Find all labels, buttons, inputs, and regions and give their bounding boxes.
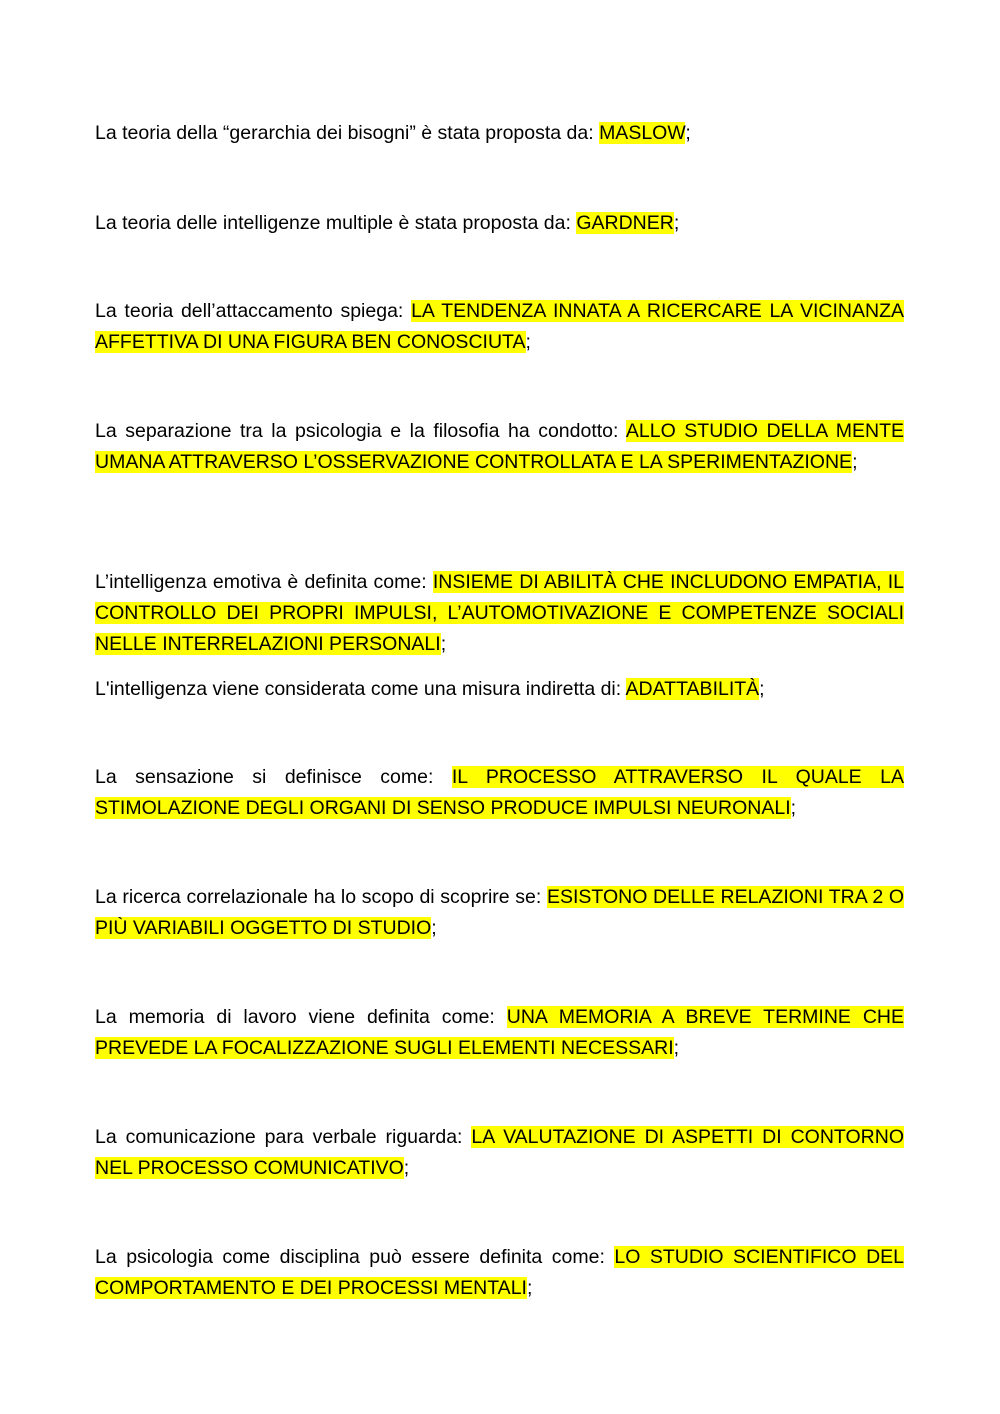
question-text: La psicologia come disciplina può essere definita come: (95, 1246, 615, 1268)
terminator: ; (431, 917, 437, 939)
qa-item-intelligenza-emotiva (95, 567, 904, 660)
terminator: ; (685, 122, 691, 144)
question-text: La ricerca correlazionale ha lo scopo di scoprire se: (95, 886, 547, 908)
highlighted-answer: ALLO STUDIO DELLA MENTE UMANA ATTRAVERSO L’OSSERVAZIONE CONTROLLATA E LA SPERIMENTAZIONE (95, 420, 904, 473)
qa-item-ricerca-correlazionale (95, 882, 904, 944)
qa-item-separazione (95, 416, 904, 478)
qa-item-memoria-lavoro (95, 1002, 904, 1064)
qa-item-psicologia-disciplina (95, 1242, 904, 1304)
highlighted-answer: LA VALUTAZIONE DI ASPETTI DI CONTORNO NEL PROCESSO COMUNICATIVO (95, 1126, 904, 1179)
question-text: L'intelligenza viene considerata come una misura indiretta di: (95, 678, 626, 700)
question-text: La teoria della “gerarchia dei bisogni” è stata proposta da: (95, 122, 600, 144)
highlighted-answer: ADATTABILITÀ (625, 678, 760, 700)
highlighted-answer: GARDNER (576, 212, 674, 234)
question-text: La memoria di lavoro viene definita come: (95, 1006, 507, 1028)
terminator: ; (403, 1157, 410, 1179)
question-text: La teoria delle intelligenze multiple è stata proposta da: (95, 212, 577, 234)
highlighted-answer: IL PROCESSO ATTRAVERSO IL QUALE LA STIMOLAZIONE DEGLI ORGANI DI SENSO PRODUCE IMPULSI NEURONALI (95, 766, 905, 819)
terminator: ; (673, 212, 680, 234)
qa-item-gardner (95, 208, 904, 239)
highlighted-answer: MASLOW (599, 122, 686, 144)
terminator: ; (790, 797, 797, 819)
qa-item-comunicazione-paraverbale (95, 1122, 904, 1184)
highlighted-answer: LA TENDENZA INNATA A RICERCARE LA VICINANZA AFFETTIVA DI UNA FIGURA BEN CONOSCIUTA (95, 300, 904, 353)
terminator: ; (759, 678, 765, 700)
qa-item-maslow (95, 118, 904, 149)
question-text: La separazione tra la psicologia e la filosofia ha condotto: (95, 420, 626, 442)
terminator: ; (526, 1277, 533, 1299)
terminator: ; (440, 633, 447, 655)
highlighted-answer: ESISTONO DELLE RELAZIONI TRA 2 O PIÙ VARIABILI OGGETTO DI STUDIO (95, 886, 904, 939)
question-text: La teoria dell’attaccamento spiega: (95, 300, 412, 322)
highlighted-answer: LO STUDIO SCIENTIFICO DEL COMPORTAMENTO E DEI PROCESSI MENTALI (95, 1246, 904, 1299)
terminator: ; (673, 1037, 680, 1059)
qa-item-attaccamento (95, 296, 904, 358)
question-text: L’intelligenza emotiva è definita come: (95, 571, 433, 593)
terminator: ; (525, 331, 531, 353)
terminator: ; (852, 451, 858, 473)
qa-item-adattabilita (95, 674, 904, 705)
highlighted-answer: INSIEME DI ABILITÀ CHE INCLUDONO EMPATIA, IL CONTROLLO DEI PROPRI IMPULSI, L’AUTOMOTIVAZIONE E COMPETENZE SOCIALI NELLE INTERRELAZIONI PERSONALI (95, 571, 904, 655)
qa-item-sensazione (95, 762, 904, 824)
question-text: La sensazione si definisce come: (95, 766, 452, 788)
highlighted-answer: UNA MEMORIA A BREVE TERMINE CHE PREVEDE LA FOCALIZZAZIONE SUGLI ELEMENTI NECESSARI (95, 1006, 904, 1059)
question-text: La comunicazione para verbale riguarda: (95, 1126, 472, 1148)
